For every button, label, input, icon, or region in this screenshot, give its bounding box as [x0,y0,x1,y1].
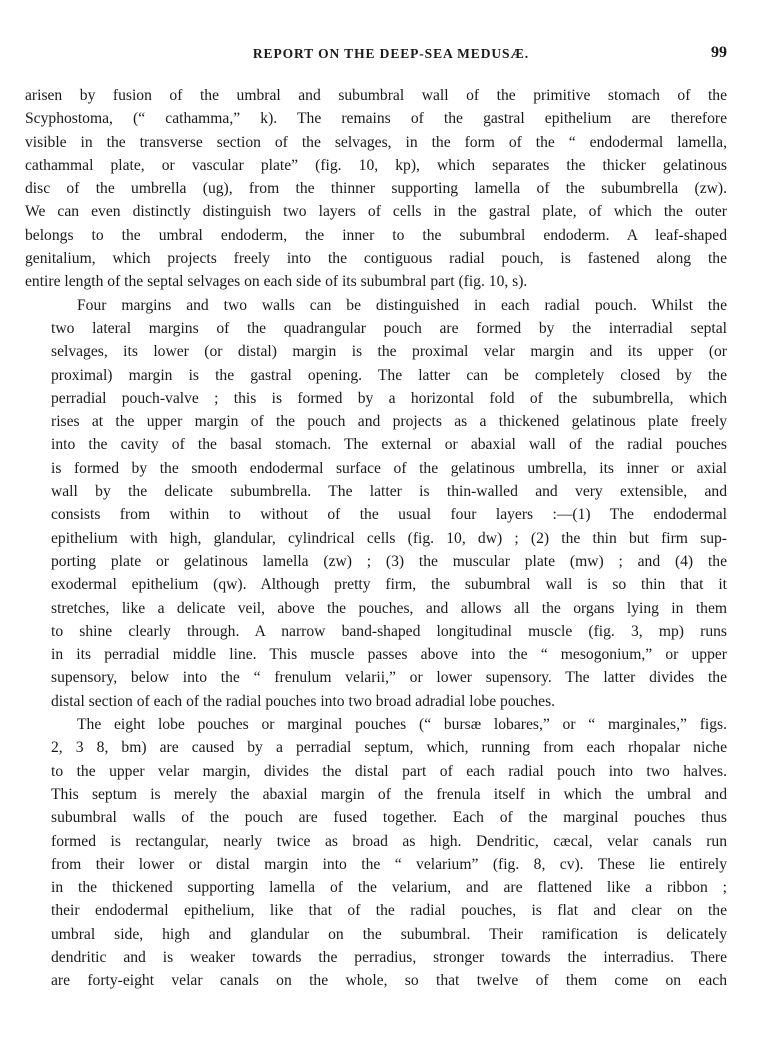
text-line: disc of the umbrella (ug), from the thinner supporting lamella of the subumbrella (zw). [25,180,727,198]
text-line: epithelium with high, glandular, cylindrical cells (fig. 10, dw) ; (2) the thin but firm sup- [51,529,727,547]
text-line: two lateral margins of the quadrangular pouch are formed by the interradial septal [51,319,727,337]
text-line: umbral side, high and glandular on the subumbral. Their ramification is delicately [51,925,727,943]
text-line: cathammal plate, or vascular plate” (fig. 10, kp), which separates the thicker gelatinous [25,156,727,174]
page-number: 99 [711,44,727,61]
body-text [25,84,727,993]
text-line: visible in the transverse section of the selvages, in the form of the “ endodermal lamella, [25,133,727,151]
text-line: selvages, its lower (or distal) margin is the proximal velar margin and its upper (or [51,343,727,361]
text-line: dendritic and is weaker towards the perradius, stronger towards the interradius. There [51,948,727,966]
text-line: The eight lobe pouches or marginal pouches (“ bursæ lobares,” or “ marginales,” figs. [77,716,727,734]
text-line: to the upper velar margin, divides the distal part of each radial pouch into two halves. [51,762,727,780]
text-line: stretches, like a delicate veil, above the pouches, and allows all the organs lying in them [51,599,727,617]
text-line: into the cavity of the basal stomach. The external or abaxial wall of the radial pouches [51,436,727,454]
text-line: are forty-eight velar canals on the whole, so that twelve of them come on each [51,972,727,990]
text-line: exodermal epithelium (qw). Although pretty firm, the subumbral wall is so thin that it [51,576,727,594]
text-line: supensory, below into the “ frenulum velarii,” or lower supensory. The latter divides the [51,669,727,687]
text-line: Scyphostoma, (“ cathamma,” k). The remains of the gastral epithelium are therefore [25,110,727,128]
text-line: Four margins and two walls can be distinguished in each radial pouch. Whilst the [77,296,727,314]
text-line: their endodermal epithelium, like that of the radial pouches, is flat and clear on the [51,902,727,920]
paragraph [25,713,727,993]
text-line: genitalium, which projects freely into the contiguous radial pouch, is fastened along the [25,250,727,268]
text-line: wall by the delicate subumbrella. The latter is thin-walled and very extensible, and [51,483,727,501]
text-line: distal section of each of the radial pouches into two broad adradial lobe pouches. [51,692,556,710]
text-line: in its perradial middle line. This muscle passes above into the “ mesogonium,” or upper [51,646,727,664]
text-line: arisen by fusion of the umbral and subumbral wall of the primitive stomach of the [25,87,727,104]
text-line: in the thickened supporting lamella of the velarium, and are flattened like a ribbon ; [51,879,727,897]
text-line: perradial pouch-valve ; this is formed by a horizontal fold of the subumbrella, which [51,389,727,407]
text-line: entire length of the septal selvages on each side of its subumbral part (fig. 10, s). [25,273,528,291]
text-line: We can even distinctly distinguish two layers of cells in the gastral plate, of which the outer [25,203,727,221]
text-line: belongs to the umbral endoderm, the inner to the subumbral endoderm. A leaf-shaped [25,226,727,244]
text-line: porting plate or gelatinous lamella (zw) ; (3) the muscular plate (mw) ; and (4) the [51,552,727,570]
document-page [25,0,727,993]
paragraph [25,294,727,713]
page-header [25,46,727,80]
text-line: consists from within to without of the usual four layers :—(1) The endodermal [51,506,727,524]
text-line: is formed by the smooth endodermal surface of the gelatinous umbrella, its inner or axial [51,459,727,477]
text-line: rises at the upper margin of the pouch and projects as a thickened gelatinous plate freely [51,413,727,431]
text-line: to shine clearly through. A narrow band-shaped longitudinal muscle (fig. 3, mp) runs [51,622,727,640]
text-line: from their lower or distal margin into the “ velarium” (fig. 8, cv). These lie entirely [51,855,727,873]
text-line: subumbral walls of the pouch are fused together. Each of the marginal pouches thus [51,809,727,827]
text-line: formed is rectangular, nearly twice as broad as high. Dendritic, cæcal, velar canals run [51,832,727,850]
running-head: REPORT ON THE DEEP-SEA MEDUSÆ. [252,46,530,61]
paragraph [25,84,727,294]
text-line: proximal) margin is the gastral opening. The latter can be completely closed by the [51,366,727,384]
text-line: 2, 3 8, bm) are caused by a perradial septum, which, running from each rhopalar niche [51,739,727,757]
text-line: This septum is merely the abaxial margin of the frenula itself in which the umbral and [51,785,727,803]
